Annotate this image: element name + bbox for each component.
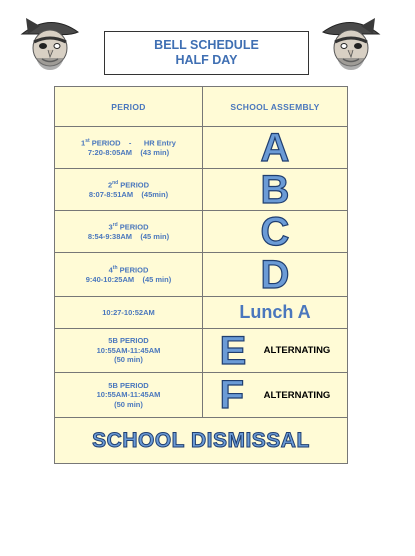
assembly-letter: B <box>260 167 290 212</box>
alternating-note: ALTERNATING <box>263 345 331 356</box>
assembly-letter: A <box>260 125 290 170</box>
assembly-cell <box>203 127 348 169</box>
assembly-letter: F <box>219 373 245 417</box>
period-cell: 1st PERIOD - HR Entry 7:20-8:05AM (43 min) <box>55 127 203 169</box>
lunch-label: Lunch A <box>239 302 311 322</box>
column-header-assembly: SCHOOL ASSEMBLY <box>203 87 348 127</box>
alternating-note: ALTERNATING <box>263 389 331 401</box>
table-row <box>55 211 348 253</box>
period-cell: 3rd PERIOD 8:54-9:38AM (45 min) <box>55 211 203 253</box>
assembly-cell <box>203 297 348 329</box>
pirate-mascot-icon <box>319 12 383 72</box>
assembly-letter: D <box>260 252 290 297</box>
assembly-letter: E <box>219 328 247 373</box>
dismissal-cell <box>55 418 348 464</box>
period-cell: 2nd PERIOD 8:07-8:51AM (45min) <box>55 169 203 211</box>
assembly-letter: C <box>260 209 290 254</box>
table-row <box>55 297 348 329</box>
period-cell: 4th PERIOD 9:40-10:25AM (45 min) <box>55 253 203 297</box>
table-row <box>55 253 348 297</box>
column-header-period: PERIOD <box>55 87 203 127</box>
assembly-cell <box>203 373 348 418</box>
period-cell: 5B PERIOD 10:55AM-11:45AM (50 min) <box>55 373 203 418</box>
assembly-cell <box>203 253 348 297</box>
assembly-cell <box>203 169 348 211</box>
title-line-2: HALF DAY <box>175 53 238 67</box>
school-dismissal-label: SCHOOL DISMISSAL <box>92 428 310 452</box>
assembly-cell <box>203 329 348 373</box>
title-line-1: BELL SCHEDULE <box>154 38 259 52</box>
period-cell: 10:27-10:52AM <box>55 297 203 329</box>
bell-schedule-table <box>54 86 348 464</box>
dismissal-row <box>55 418 348 464</box>
pirate-mascot-icon <box>18 12 82 72</box>
table-header-row <box>55 87 348 127</box>
table-row <box>55 127 348 169</box>
period-cell: 5B PERIOD 10:55AM-11:45AM (50 min) <box>55 329 203 373</box>
table-row <box>55 329 348 373</box>
assembly-cell <box>203 211 348 253</box>
table-row <box>55 169 348 211</box>
table-row <box>55 373 348 418</box>
schedule-title-box <box>104 31 309 75</box>
